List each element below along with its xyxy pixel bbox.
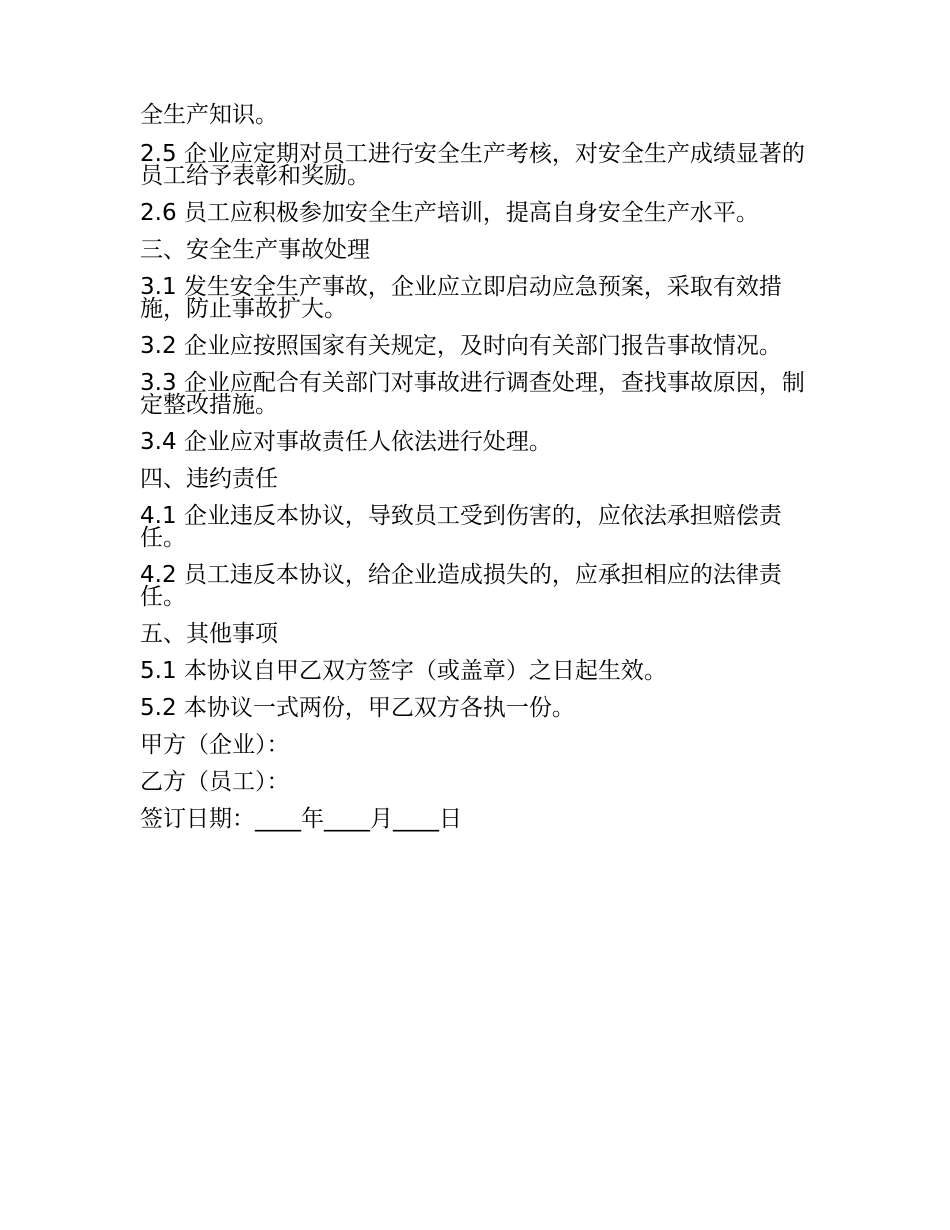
clause-3-1: 3.1 发生安全生产事故，企业应立即启动应急预案，采取有效措施，防止事故扩大。 <box>140 274 782 322</box>
party-a-signature-line: 甲方（企业）： <box>140 732 290 758</box>
section-heading-4: 四、违约责任 <box>140 466 278 492</box>
party-b-signature-line: 乙方（员工）： <box>140 769 290 795</box>
clause-2-5: 2.5 企业应定期对员工进行安全生产考核，对安全生产成绩显著的员工给予表彰和奖励。 <box>140 141 805 189</box>
clause-3-3: 3.3 企业应配合有关部门对事故进行调查处理，查找事故原因，制定整改措施。 <box>140 370 805 418</box>
section-heading-3: 三、安全生产事故处理 <box>140 237 370 263</box>
section-heading-5: 五、其他事项 <box>140 621 278 647</box>
clause-5-2: 5.2 本协议一式两份，甲乙双方各执一份。 <box>140 695 575 721</box>
clause-2-6: 2.6 员工应积极参加安全生产培训，提高自身安全生产水平。 <box>140 200 759 226</box>
signing-date-line: 签订日期：____年____月____日 <box>140 806 462 832</box>
clause-3-2: 3.2 企业应按照国家有关规定，及时向有关部门报告事故情况。 <box>140 333 782 359</box>
clause-3-4: 3.4 企业应对事故责任人依法进行处理。 <box>140 429 552 455</box>
document-body <box>140 104 810 845</box>
clause-4-1: 4.1 企业违反本协议，导致员工受到伤害的，应依法承担赔偿责任。 <box>140 503 782 551</box>
clause-4-2: 4.2 员工违反本协议，给企业造成损失的，应承担相应的法律责任。 <box>140 562 782 610</box>
paragraph-continuation: 全生产知识。 <box>140 102 278 128</box>
clause-5-1: 5.1 本协议自甲乙双方签字（或盖章）之日起生效。 <box>140 658 667 684</box>
